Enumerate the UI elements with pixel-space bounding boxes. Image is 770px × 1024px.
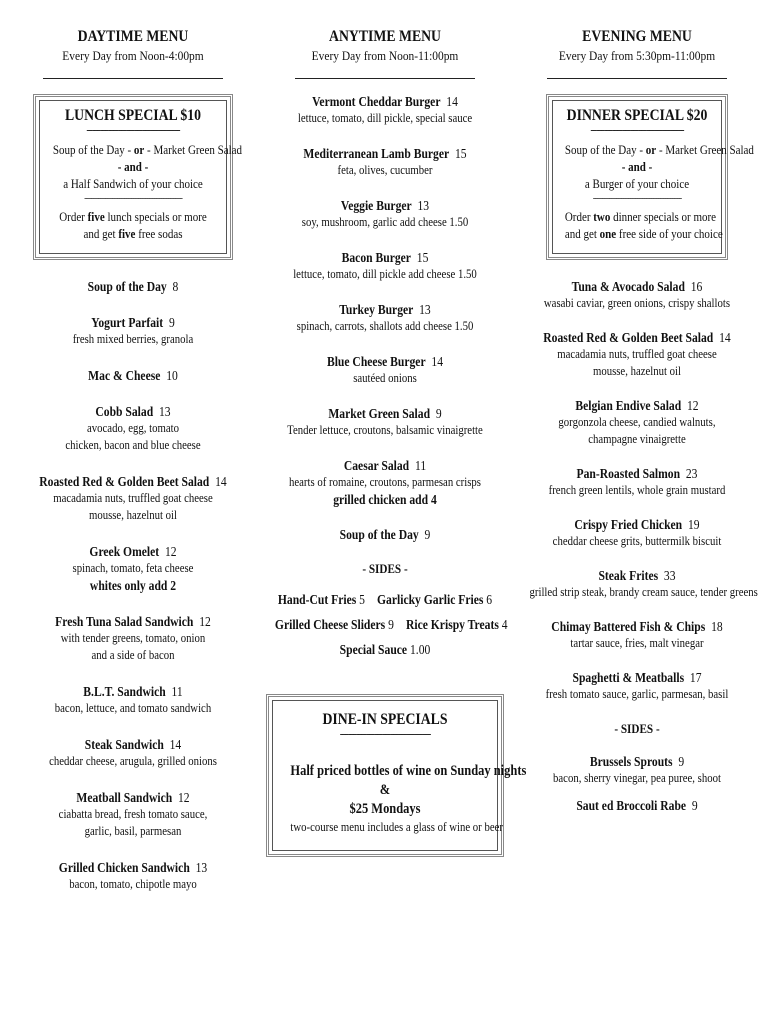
item-name-text: Tuna & Avocado Salad	[571, 279, 685, 294]
menu-item-name	[27, 473, 239, 490]
dinner-special-get	[564, 226, 723, 243]
menu-item-name	[27, 736, 239, 753]
dine-in-desc: two-course menu includes a glass of wine or beer	[290, 820, 503, 834]
menu-item	[10, 789, 256, 840]
item-name-text: Crispy Fried Chicken	[574, 517, 683, 532]
menu-item-name	[275, 353, 495, 370]
dine-in-line3: $25 Mondays	[349, 801, 421, 817]
item-description: mousse, hazelnut oil	[88, 508, 178, 522]
lunch-get-b: free sodas	[135, 227, 183, 241]
menu-item	[10, 859, 256, 893]
menu-item	[512, 278, 762, 312]
menu-item	[512, 465, 762, 499]
side-item-name: Garlicky Garlic Fries	[377, 592, 484, 607]
menu-item-name	[27, 314, 239, 331]
lunch-get-count: five	[118, 227, 136, 241]
dine-in-line1: Half priced bottles of wine on Sunday nights	[290, 763, 527, 779]
menu-item-name	[530, 465, 745, 482]
evening-title: EVENING MENU	[582, 28, 692, 45]
daytime-items	[10, 278, 256, 893]
side-item-price: 4	[501, 617, 508, 632]
item-description: feta, olives, cucumber	[337, 163, 433, 177]
side-item-name: Rice Krispy Treats	[405, 617, 499, 632]
item-description: cheddar cheese, arugula, grilled onions	[49, 754, 217, 768]
dinner-special-order	[564, 209, 717, 226]
anytime-items	[257, 93, 513, 543]
item-description: with tender greens, tomato, onion	[60, 631, 206, 645]
dinner-line1-b: - Market Green Salad	[656, 143, 754, 157]
lunch-special-get	[53, 226, 213, 243]
item-name-text: Greek Omelet	[89, 544, 160, 559]
lunch-special-dashes: -----------------------------------	[86, 124, 180, 136]
anytime-sides-heading: - SIDES -	[362, 561, 408, 576]
item-price: 14	[169, 737, 182, 752]
item-description: ciabatta bread, fresh tomato sauce,	[58, 807, 208, 821]
menu-item-name	[530, 567, 745, 584]
item-description: champagne vinaigrette	[588, 432, 686, 446]
menu-item-name	[27, 613, 239, 630]
menu-item-name	[530, 618, 745, 635]
menu-item-name	[27, 859, 239, 876]
item-description: bacon, lettuce, and tomato sandwich	[54, 701, 212, 715]
item-description: garlic, basil, parmesan	[84, 824, 182, 838]
item-description: tartar sauce, fries, malt vinegar	[570, 636, 704, 650]
dinner-special-dashes: -----------------------------------	[590, 124, 684, 136]
sides-row	[275, 591, 495, 608]
item-name-text: Meatball Sandwich	[76, 790, 173, 805]
item-name-text: Caesar Salad	[343, 458, 410, 473]
lunch-line1-b: - Market Green Salad	[144, 143, 243, 157]
item-price: 8	[172, 279, 179, 294]
dinner-special-small-dashes: --------------------------------------	[592, 193, 682, 204]
menu-item-name	[27, 367, 239, 384]
side-item-name: Grilled Cheese Sliders	[274, 617, 386, 632]
item-addon: whites only add 2	[89, 578, 177, 593]
item-name-text: Yogurt Parfait	[91, 315, 164, 330]
menu-item	[10, 473, 256, 524]
menu-item-name	[275, 249, 495, 266]
menu-item	[257, 145, 513, 179]
lunch-special-order	[53, 209, 213, 226]
anytime-title: ANYTIME MENU	[329, 28, 441, 45]
side-item-price: 5	[359, 592, 365, 607]
item-name-text: Chimay Battered Fish & Chips	[551, 619, 706, 634]
dinner-order-b: dinner specials or more	[610, 210, 717, 224]
menu-item-name	[275, 301, 495, 318]
item-description: wasabi caviar, green onions, crispy shallots	[543, 296, 731, 310]
sides-row	[274, 616, 508, 633]
item-name-text: Bacon Burger	[341, 250, 411, 265]
item-name-text: Blue Cheese Burger	[326, 354, 426, 369]
item-description: lettuce, tomato, dill pickle add cheese 1.50	[293, 267, 477, 281]
menu-item	[512, 397, 762, 448]
anytime-hours: Every Day from Noon-11:00pm	[311, 48, 459, 63]
item-name-text: Soup of the Day	[87, 279, 167, 294]
item-addon: grilled chicken add 4	[333, 492, 437, 507]
item-description: and a side of bacon	[91, 648, 175, 662]
menu-item	[10, 403, 256, 454]
daytime-column	[10, 0, 256, 893]
item-description: soy, mushroom, garlic add cheese 1.50	[301, 215, 469, 229]
dinner-get-count: one	[599, 227, 617, 241]
menu-item	[257, 301, 513, 335]
menu-item-name	[27, 543, 239, 560]
item-price: 15	[454, 146, 467, 161]
item-price: 13	[158, 404, 171, 419]
dinner-order-a: Order	[564, 210, 594, 224]
item-price: 10	[166, 368, 178, 383]
item-name-text: Cobb Salad	[95, 404, 154, 419]
menu-item-name	[530, 669, 745, 686]
menu-item	[257, 457, 513, 508]
lunch-special-line3: a Half Sandwich of your choice	[63, 177, 203, 191]
item-description: hearts of romaine, croutons, parmesan crisps	[289, 475, 481, 489]
side-item-price: 1.00	[409, 642, 431, 657]
evening-sides	[512, 753, 762, 814]
dinner-order-count: two	[593, 210, 611, 224]
item-description: grilled strip steak, brandy cream sauce, tender greens	[529, 585, 758, 599]
side-item-name	[530, 753, 745, 770]
menu-item	[257, 526, 513, 543]
item-price: 14	[719, 330, 731, 345]
menu-item-name	[27, 278, 239, 295]
lunch-special-line1	[52, 142, 243, 159]
menu-item	[257, 405, 513, 439]
item-price: 14	[215, 474, 227, 489]
anytime-column	[257, 0, 527, 857]
item-name-text: Turkey Burger	[339, 302, 414, 317]
dine-in-line2: &	[379, 782, 391, 798]
item-price: 9	[435, 406, 442, 421]
item-name-text: Fresh Tuna Salad Sandwich	[55, 614, 194, 629]
item-price: 33	[663, 568, 676, 583]
item-price: 15	[416, 250, 429, 265]
item-name-text: Pan-Roasted Salmon	[576, 466, 681, 481]
dinner-line1-a: Soup of the Day -	[564, 143, 646, 157]
side-item-price: 6	[486, 592, 493, 607]
item-name-text: Spaghetti & Meatballs	[572, 670, 685, 685]
evening-column	[512, 0, 762, 814]
item-description: macadamia nuts, truffled goat cheese	[53, 491, 213, 505]
item-description: sautéed onions	[353, 371, 417, 385]
side-item-name	[530, 797, 745, 814]
menu-item	[257, 249, 513, 283]
dinner-special-and: - and -	[621, 160, 653, 174]
item-name-text: Steak Frites	[598, 568, 659, 583]
lunch-line1-or: or	[133, 143, 145, 157]
item-description: macadamia nuts, truffled goat cheese	[557, 347, 717, 361]
evening-divider	[547, 78, 727, 79]
item-price: 9	[424, 527, 431, 542]
item-name-text: Market Green Salad	[328, 406, 431, 421]
menu-item-name	[275, 405, 495, 422]
menu-item-name	[275, 526, 495, 543]
lunch-special-title: LUNCH SPECIAL $10	[64, 107, 202, 124]
lunch-order-count: five	[87, 210, 105, 224]
item-description: lettuce, tomato, dill pickle, special sauce	[297, 111, 473, 125]
item-description: Tender lettuce, croutons, balsamic vinaigrette	[287, 423, 483, 437]
dinner-line1-or: or	[645, 143, 657, 157]
item-name-text: Grilled Chicken Sandwich	[58, 860, 190, 875]
item-name-text: Vermont Cheddar Burger	[312, 94, 441, 109]
lunch-order-a: Order	[59, 210, 88, 224]
menu-item-name	[275, 93, 495, 110]
menu-item	[10, 314, 256, 348]
item-description: bacon, tomato, chipotle mayo	[69, 877, 197, 891]
menu-item	[257, 93, 513, 127]
evening-hours: Every Day from 5:30pm-11:00pm	[558, 48, 716, 63]
menu-item	[257, 197, 513, 231]
dine-in-dashes: ----------------------------------	[339, 728, 431, 740]
dine-in-specials-box	[266, 694, 527, 857]
sides-row	[275, 641, 495, 658]
item-price: 12	[199, 614, 211, 629]
item-price: 14	[431, 354, 444, 369]
menu-item-name	[530, 329, 745, 346]
item-price: 9	[168, 315, 175, 330]
item-description: mousse, hazelnut oil	[592, 364, 682, 378]
side-item	[512, 753, 762, 787]
item-price: 19	[687, 517, 700, 532]
dinner-get-b: free side of your choice	[616, 227, 723, 241]
item-name-text: Veggie Burger	[340, 198, 412, 213]
menu-item-name	[27, 789, 239, 806]
side-item	[512, 797, 762, 814]
menu-item	[10, 367, 256, 384]
item-name-text: Belgian Endive Salad	[575, 398, 682, 413]
menu-item-name	[275, 145, 495, 162]
item-price: 13	[419, 302, 431, 317]
item-description: avocado, egg, tomato	[87, 421, 179, 435]
item-description: spinach, tomato, feta cheese	[72, 561, 194, 575]
menu-item	[512, 567, 762, 601]
menu-item-name	[530, 516, 745, 533]
dine-in-title: DINE-IN SPECIALS	[322, 711, 448, 728]
item-name-text: Roasted Red & Golden Beet Salad	[39, 474, 210, 489]
side-item-name: Hand-Cut Fries	[277, 592, 357, 607]
menu-item	[512, 618, 762, 652]
lunch-order-b: lunch specials or more	[104, 210, 207, 224]
item-name-text: Mediterranean Lamb Burger	[303, 146, 450, 161]
item-price: 11	[171, 684, 183, 699]
menu-item	[10, 543, 256, 594]
lunch-get-a: and get	[83, 227, 119, 241]
side-item-price: 9	[691, 798, 698, 813]
lunch-special-and: - and -	[117, 160, 149, 174]
item-price: 16	[690, 279, 703, 294]
side-item-price: 9	[678, 754, 685, 769]
dinner-special-title: DINNER SPECIAL $20	[566, 107, 708, 124]
menu-item-name	[275, 197, 495, 214]
item-description: chicken, bacon and blue cheese	[65, 438, 201, 452]
item-description: fresh tomato sauce, garlic, parmesan, basil	[545, 687, 729, 701]
evening-sides-heading: - SIDES -	[614, 721, 660, 736]
menu-item	[10, 613, 256, 664]
item-price: 12	[687, 398, 699, 413]
item-price: 23	[685, 466, 698, 481]
side-name-text: Saut ed Broccoli Rabe	[576, 798, 687, 813]
lunch-line1-a: Soup of the Day -	[52, 143, 134, 157]
dinner-get-a: and get	[564, 227, 600, 241]
item-price: 12	[177, 790, 190, 805]
lunch-special-small-dashes: ------------------------------------------	[84, 193, 182, 204]
daytime-divider	[43, 78, 223, 79]
item-price: 12	[164, 544, 177, 559]
menu-item	[10, 278, 256, 295]
menu-item-name	[530, 278, 745, 295]
menu-item	[10, 736, 256, 770]
dinner-special-box	[546, 94, 754, 260]
menu-item	[10, 683, 256, 717]
item-description: spinach, carrots, shallots add cheese 1.50	[296, 319, 474, 333]
daytime-title: DAYTIME MENU	[77, 28, 189, 45]
item-price: 13	[417, 198, 430, 213]
item-name-text: Soup of the Day	[339, 527, 419, 542]
item-description: gorgonzola cheese, candied walnuts,	[558, 415, 716, 429]
item-price: 18	[711, 619, 723, 634]
evening-items	[512, 278, 762, 703]
menu-item-name	[530, 397, 745, 414]
item-price: 17	[689, 670, 702, 685]
menu-item	[512, 669, 762, 703]
menu-item-name	[27, 403, 239, 420]
item-price: 13	[195, 860, 208, 875]
item-description: fresh mixed berries, granola	[72, 332, 194, 346]
item-price: 11	[414, 458, 427, 473]
side-item-description: bacon, sherry vinegar, pea puree, shoot	[553, 771, 721, 785]
item-name-text: Roasted Red & Golden Beet Salad	[543, 330, 714, 345]
menu-item	[512, 329, 762, 380]
item-name-text: Steak Sandwich	[84, 737, 164, 752]
menu-item-name	[275, 457, 495, 474]
lunch-special-box	[33, 94, 243, 260]
dinner-special-line3: a Burger of your choice	[584, 177, 690, 191]
anytime-sides	[257, 591, 513, 658]
menu-item	[257, 353, 513, 387]
side-item-price: 9	[388, 617, 394, 632]
item-name-text: Mac & Cheese	[88, 368, 161, 383]
side-item-name: Special Sauce	[339, 642, 408, 657]
item-price: 14	[446, 94, 458, 109]
dinner-special-line1	[564, 142, 754, 159]
side-name-text: Brussels Sprouts	[589, 754, 673, 769]
item-description: cheddar cheese grits, buttermilk biscuit	[552, 534, 722, 548]
anytime-divider	[295, 78, 475, 79]
daytime-hours: Every Day from Noon-4:00pm	[62, 48, 204, 63]
item-description: french green lentils, whole grain mustard	[548, 483, 726, 497]
item-name-text: B.L.T. Sandwich	[83, 684, 166, 699]
menu-item	[512, 516, 762, 550]
menu-item-name	[27, 683, 239, 700]
